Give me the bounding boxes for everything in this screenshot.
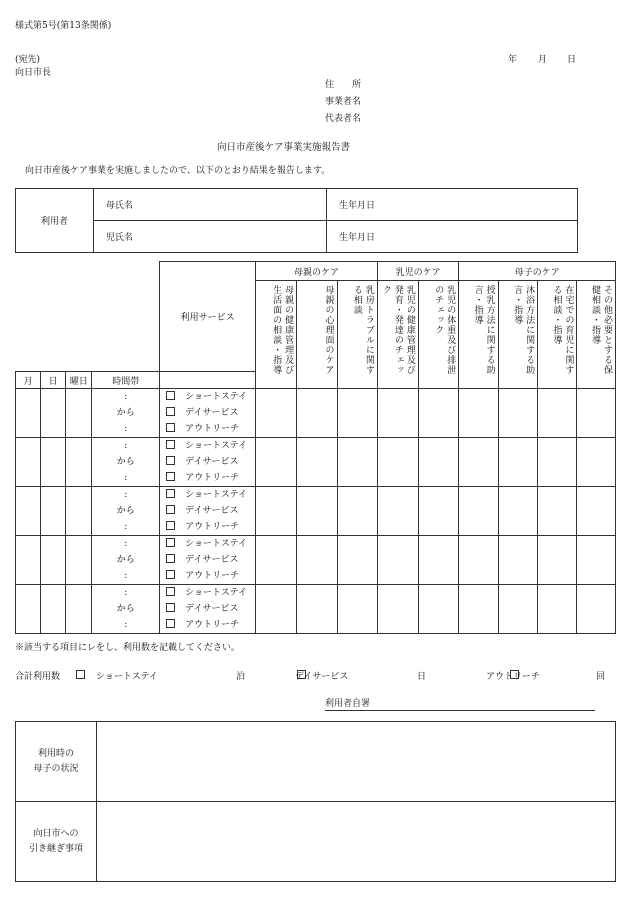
time-separator: : [124, 588, 128, 598]
status-field[interactable] [97, 722, 616, 802]
care-item-cell[interactable] [459, 536, 498, 585]
time-separator: : [124, 441, 128, 451]
service-options-cell [160, 536, 256, 585]
service-option-label: アウトリーチ [185, 473, 240, 483]
checkbox[interactable] [166, 423, 175, 432]
totals-outreach: アウトリーチ [486, 672, 541, 682]
time-separator: : [124, 490, 128, 500]
service-option[interactable] [166, 438, 255, 454]
service-option-label: デイサービス [185, 408, 239, 418]
service-row [16, 536, 616, 585]
time-separator: : [124, 392, 128, 402]
checkbox[interactable] [166, 570, 175, 579]
care-item-cell[interactable] [418, 585, 458, 634]
day-cell[interactable] [41, 487, 66, 536]
handover-field[interactable] [97, 802, 616, 882]
care-item-cell[interactable] [459, 585, 498, 634]
care-item-cell[interactable] [498, 536, 537, 585]
day-cell[interactable] [41, 536, 66, 585]
date-year: 年 [508, 55, 518, 65]
care-item-cell[interactable] [538, 536, 577, 585]
checkbox[interactable] [166, 489, 175, 498]
time-cell[interactable] [92, 585, 160, 634]
time-from-label: から [116, 555, 135, 565]
time-from-label: から [116, 604, 135, 614]
service-option[interactable] [166, 389, 255, 405]
care-item-cell[interactable] [498, 487, 537, 536]
totals-short-stay: ショートステイ [96, 672, 158, 682]
care-item-cell[interactable] [538, 438, 577, 487]
service-option-label: アウトリーチ [185, 424, 240, 434]
service-option[interactable] [166, 421, 255, 437]
col-month: 月 [16, 372, 41, 389]
care-item-cell[interactable] [418, 389, 458, 438]
group-infant-care: 乳児のケア [377, 262, 458, 281]
weekday-cell[interactable] [66, 585, 92, 634]
weekday-cell[interactable] [66, 438, 92, 487]
checkbox[interactable] [166, 391, 175, 400]
service-option-label: ショートステイ [185, 441, 248, 451]
weekday-cell[interactable] [66, 389, 92, 438]
care-item-cell[interactable] [538, 585, 577, 634]
service-option[interactable] [166, 519, 255, 535]
service-option-label: アウトリーチ [185, 522, 240, 532]
item-mother-mental: 母親の心理面のケア [297, 281, 337, 389]
date-day: 日 [567, 55, 577, 65]
care-item-cell[interactable] [256, 585, 297, 634]
signature-line[interactable] [325, 696, 595, 711]
service-option[interactable] [166, 601, 255, 617]
service-row [16, 389, 616, 438]
weekday-cell[interactable] [66, 536, 92, 585]
representative-label: 代表者名 [325, 114, 362, 124]
service-option-label: デイサービス [185, 604, 239, 614]
service-option[interactable] [166, 470, 255, 486]
service-rows [16, 389, 616, 634]
time-separator: : [124, 424, 128, 434]
weekday-cell[interactable] [66, 487, 92, 536]
care-item-cell[interactable] [337, 487, 377, 536]
time-from-label: から [116, 457, 135, 467]
time-from-label: から [116, 408, 135, 418]
service-option[interactable] [166, 454, 255, 470]
service-option[interactable] [166, 617, 255, 633]
intro-text: 向日市産後ケア事業を実施しましたので、以下のとおり結果を報告します。 [25, 166, 331, 176]
service-option-label: アウトリーチ [185, 571, 240, 581]
time-from-label: から [116, 506, 135, 516]
form-number: 様式第5号(第13条関係) [15, 21, 112, 31]
month-cell[interactable] [16, 438, 41, 487]
service-options-cell [160, 438, 256, 487]
child-name-field[interactable]: 児氏名 [94, 221, 327, 253]
user-label: 利用者 [16, 189, 94, 253]
totals-day-service: デイサービス [295, 672, 349, 682]
service-options-cell [160, 389, 256, 438]
service-row [16, 585, 616, 634]
checkbox[interactable] [166, 619, 175, 628]
care-item-cell[interactable] [418, 438, 458, 487]
service-option[interactable] [166, 552, 255, 568]
care-item-cell[interactable] [377, 585, 418, 634]
care-item-cell[interactable] [297, 389, 337, 438]
group-mother-care: 母親のケア [256, 262, 378, 281]
service-option[interactable] [166, 487, 255, 503]
child-dob-field[interactable]: 生年月日 [327, 221, 578, 253]
item-mother-health: 母親の健康管理及び生活面の相談・指導 [256, 281, 297, 389]
checkbox[interactable] [166, 587, 175, 596]
business-address-label: 住 所 [325, 80, 362, 90]
service-row [16, 487, 616, 536]
care-item-cell[interactable] [377, 487, 418, 536]
status-table [15, 721, 616, 882]
month-cell[interactable] [16, 536, 41, 585]
service-option-label: ショートステイ [185, 490, 248, 500]
col-time: 時間帯 [92, 372, 160, 389]
month-cell[interactable] [16, 585, 41, 634]
item-infant-weight: 乳児の体重及び排泄のチェック [418, 281, 458, 389]
day-cell[interactable] [41, 389, 66, 438]
care-item-cell[interactable] [256, 536, 297, 585]
time-cell[interactable] [92, 536, 160, 585]
checkbox[interactable] [166, 603, 175, 612]
care-item-cell[interactable] [297, 438, 337, 487]
service-option-label: デイサービス [185, 506, 239, 516]
care-item-cell[interactable] [337, 585, 377, 634]
care-item-cell[interactable] [577, 438, 616, 487]
care-item-cell[interactable] [498, 438, 537, 487]
time-separator: : [124, 473, 128, 483]
care-item-cell[interactable] [337, 389, 377, 438]
status-label: 利用時の 母子の状況 [16, 722, 97, 802]
month-cell[interactable] [16, 487, 41, 536]
care-item-cell[interactable] [577, 389, 616, 438]
item-other-health: その他必要とする保健相談・指導 [577, 281, 616, 389]
care-item-cell[interactable] [297, 487, 337, 536]
document-title: 向日市産後ケア事業実施報告書 [217, 142, 351, 153]
care-item-cell[interactable] [297, 585, 337, 634]
short-stay-checkbox[interactable] [76, 670, 85, 679]
care-item-cell[interactable] [297, 536, 337, 585]
service-option-label: ショートステイ [185, 392, 248, 402]
item-home-parenting: 在宅での育児に関する相談・指導 [538, 281, 577, 389]
care-item-cell[interactable] [459, 487, 498, 536]
service-option-label: ショートステイ [185, 588, 248, 598]
care-item-cell[interactable] [377, 438, 418, 487]
service-option[interactable] [166, 536, 255, 552]
totals-label: 合計利用数 [15, 672, 61, 682]
care-item-cell[interactable] [377, 389, 418, 438]
time-cell[interactable] [92, 438, 160, 487]
care-item-cell[interactable] [418, 487, 458, 536]
service-table [15, 261, 616, 634]
checkbox[interactable] [166, 472, 175, 481]
care-item-cell[interactable] [498, 585, 537, 634]
checkbox[interactable] [166, 554, 175, 563]
totals-day-service-unit: 日 [417, 672, 427, 682]
service-option[interactable] [166, 568, 255, 584]
service-option[interactable] [166, 585, 255, 601]
time-cell[interactable] [92, 487, 160, 536]
group-mother-child-care: 母子のケア [459, 262, 616, 281]
time-cell[interactable] [92, 389, 160, 438]
totals-short-stay-unit: 泊 [236, 672, 246, 682]
month-cell[interactable] [16, 389, 41, 438]
time-separator: : [124, 522, 128, 532]
item-bathing: 沐浴方法に関する助言・指導 [498, 281, 537, 389]
note-text: ※該当する項目にレをし、利用数を記載してください。 [15, 643, 241, 653]
care-item-cell[interactable] [337, 438, 377, 487]
care-item-cell[interactable] [256, 487, 297, 536]
checkbox[interactable] [166, 407, 175, 416]
date-month: 月 [538, 55, 548, 65]
checkbox[interactable] [166, 505, 175, 514]
user-table [15, 188, 578, 253]
business-name-label: 事業者名 [325, 97, 362, 107]
mother-dob-field[interactable]: 生年月日 [327, 189, 578, 221]
addressee: 向日市長 [15, 68, 52, 78]
checkbox[interactable] [166, 456, 175, 465]
service-option[interactable] [166, 405, 255, 421]
service-options-cell [160, 585, 256, 634]
service-option-label: デイサービス [185, 457, 239, 467]
checkbox[interactable] [166, 521, 175, 530]
care-item-cell[interactable] [256, 389, 297, 438]
care-item-cell[interactable] [498, 389, 537, 438]
care-item-cell[interactable] [538, 487, 577, 536]
care-item-cell[interactable] [418, 536, 458, 585]
care-item-cell[interactable] [459, 389, 498, 438]
handover-label: 向日市への 引き継ぎ事項 [16, 802, 97, 882]
signature-label: 利用者自署 [325, 699, 371, 709]
care-item-cell[interactable] [337, 536, 377, 585]
time-separator: : [124, 620, 128, 630]
addressee-label: (宛先) [15, 55, 41, 65]
service-option-label: アウトリーチ [185, 620, 240, 630]
service-option-label: デイサービス [185, 555, 239, 565]
care-item-cell[interactable] [377, 536, 418, 585]
service-option[interactable] [166, 503, 255, 519]
item-infant-health: 乳児の健康管理及び発育・発達のチェック [377, 281, 418, 389]
day-cell[interactable] [41, 438, 66, 487]
col-weekday: 曜日 [66, 372, 92, 389]
day-cell[interactable] [41, 585, 66, 634]
totals-outreach-unit: 回 [596, 672, 606, 682]
service-options-cell [160, 487, 256, 536]
time-separator: : [124, 539, 128, 549]
service-row [16, 438, 616, 487]
item-breast-trouble: 乳房トラブルに関する相談 [337, 281, 377, 389]
care-item-cell[interactable] [577, 536, 616, 585]
checkbox[interactable] [166, 538, 175, 547]
item-feeding: 授乳方法に関する助言・指導 [459, 281, 498, 389]
mother-name-field[interactable]: 母氏名 [94, 189, 327, 221]
time-separator: : [124, 571, 128, 581]
care-item-cell[interactable] [577, 487, 616, 536]
col-day: 日 [41, 372, 66, 389]
service-header: 利用サービス [160, 262, 256, 372]
care-item-cell[interactable] [538, 389, 577, 438]
checkbox[interactable] [166, 440, 175, 449]
care-item-cell[interactable] [256, 438, 297, 487]
care-item-cell[interactable] [577, 585, 616, 634]
care-item-cell[interactable] [459, 438, 498, 487]
service-option-label: ショートステイ [185, 539, 248, 549]
